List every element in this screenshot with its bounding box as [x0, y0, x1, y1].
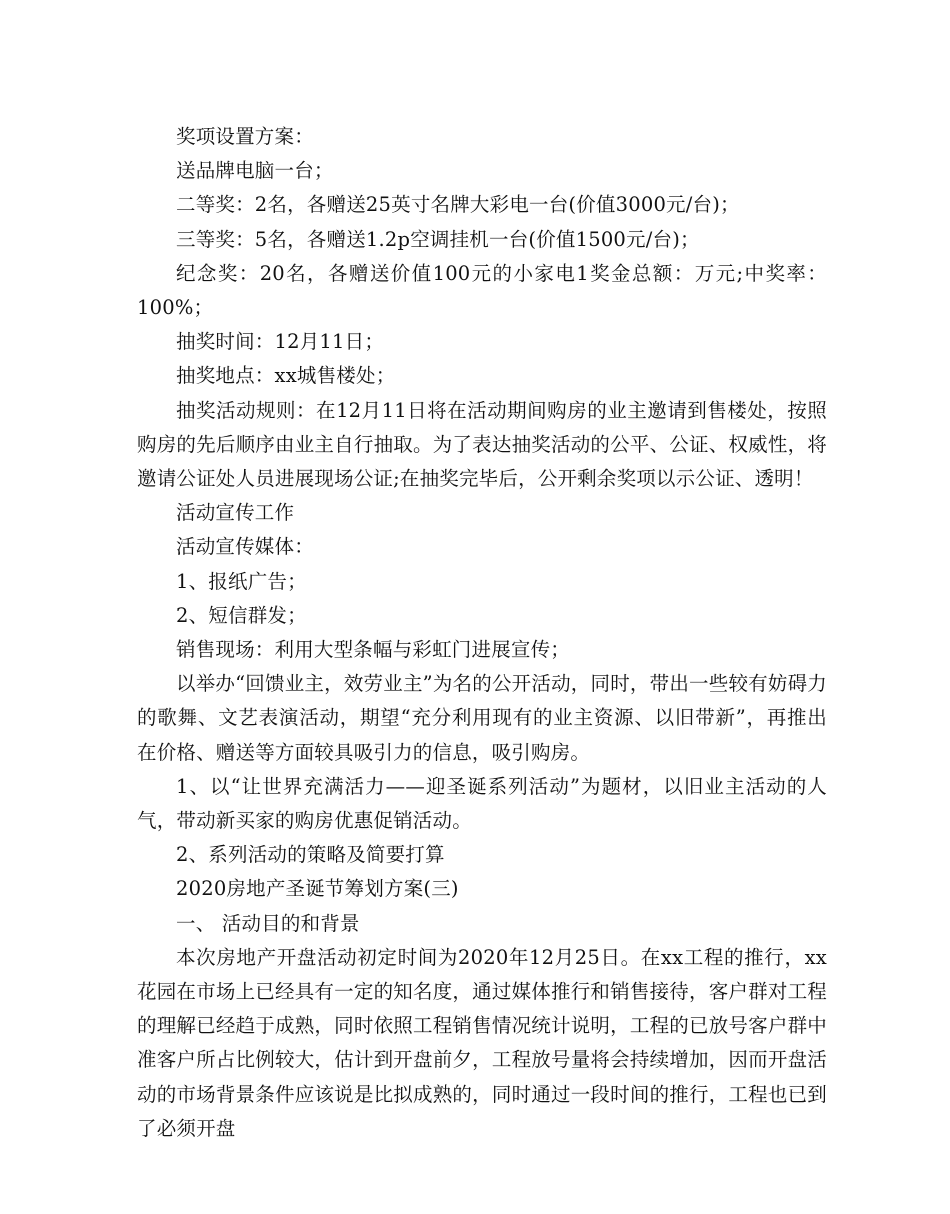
- paragraph-second-prize: 二等奖：2名，各赠送25英寸名牌大彩电一台(价值3000元/台)；: [176, 193, 740, 217]
- paragraph-newspaper-ads: 1、报纸广告；: [176, 569, 307, 593]
- paragraph-strategy: 2、系列活动的策略及简要打算: [176, 843, 445, 867]
- paragraph-first-prize: 送品牌电脑一台；: [176, 159, 334, 183]
- paragraph-purpose-heading: 一、 活动目的和背景: [176, 911, 360, 935]
- paragraph-promotion-work: 活动宣传工作: [176, 501, 295, 525]
- paragraph-theme-activity: 1、以“让世界充满活力——迎圣诞系列活动”为题材，以旧业主活动的人气，带动新买家的购房优惠促销活动。: [137, 774, 827, 833]
- paragraph-draw-time: 抽奖时间：12月11日；: [176, 330, 385, 354]
- paragraph-sales-site: 销售现场：利用大型条幅与彩虹门进展宣传；: [176, 638, 571, 662]
- paragraph-award-plan: 奖项设置方案：: [176, 125, 314, 148]
- paragraph-plan-three-title: 2020房地产圣诞节筹划方案(三): [176, 877, 459, 901]
- paragraph-sms-broadcast: 2、短信群发；: [176, 603, 307, 627]
- paragraph-draw-rules: 抽奖活动规则：在12月11日将在活动期间购房的业主邀请到售楼处，按照购房的先后顺序由业主自行抽取。为了表达抽奖活动的公平、公证、权威性，将邀请公证处人员进展现场公证;在抽奖完毕后，公开剩余奖项以示公证、透明！: [137, 398, 827, 491]
- paragraph-draw-location: 抽奖地点：xx城售楼处；: [176, 364, 396, 388]
- document-body: [137, 120, 827, 1146]
- paragraph-souvenir-prize: 纪念奖：20名，各赠送价值100元的小家电1奖金总额：万元;中奖率：100%；: [137, 261, 827, 320]
- paragraph-third-prize: 三等奖：5名，各赠送1.2p空调挂机一台(价值1500元/台)；: [176, 227, 700, 251]
- paragraph-opening-background: 本次房地产开盘活动初定时间为2020年12月25日。在xx工程的推行，xx花园在市场上已经具有一定的知名度，通过媒体推行和销售接待，客户群对工程的理解已经趋于成熟，同时依照工程销售情况统计说明，工程的已放号客户群中准客户所占比例较大，估计到开盘前夕，工程放号量将会持续增加，因而开盘活动的市场背景条件应该说是比拟成熟的，同时通过一段时间的推行，工程也已到了必须开盘: [137, 945, 827, 1140]
- paragraph-promotion-media: 活动宣传媒体：: [176, 535, 314, 559]
- paragraph-public-activity: 以举办“回馈业主，效劳业主”为名的公开活动，同时，带出一些较有妨碍力的歌舞、文艺表演活动，期望“充分利用现有的业主资源、以旧带新”，再推出在价格、赠送等方面较具吸引力的信息，吸引购房。: [137, 672, 827, 764]
